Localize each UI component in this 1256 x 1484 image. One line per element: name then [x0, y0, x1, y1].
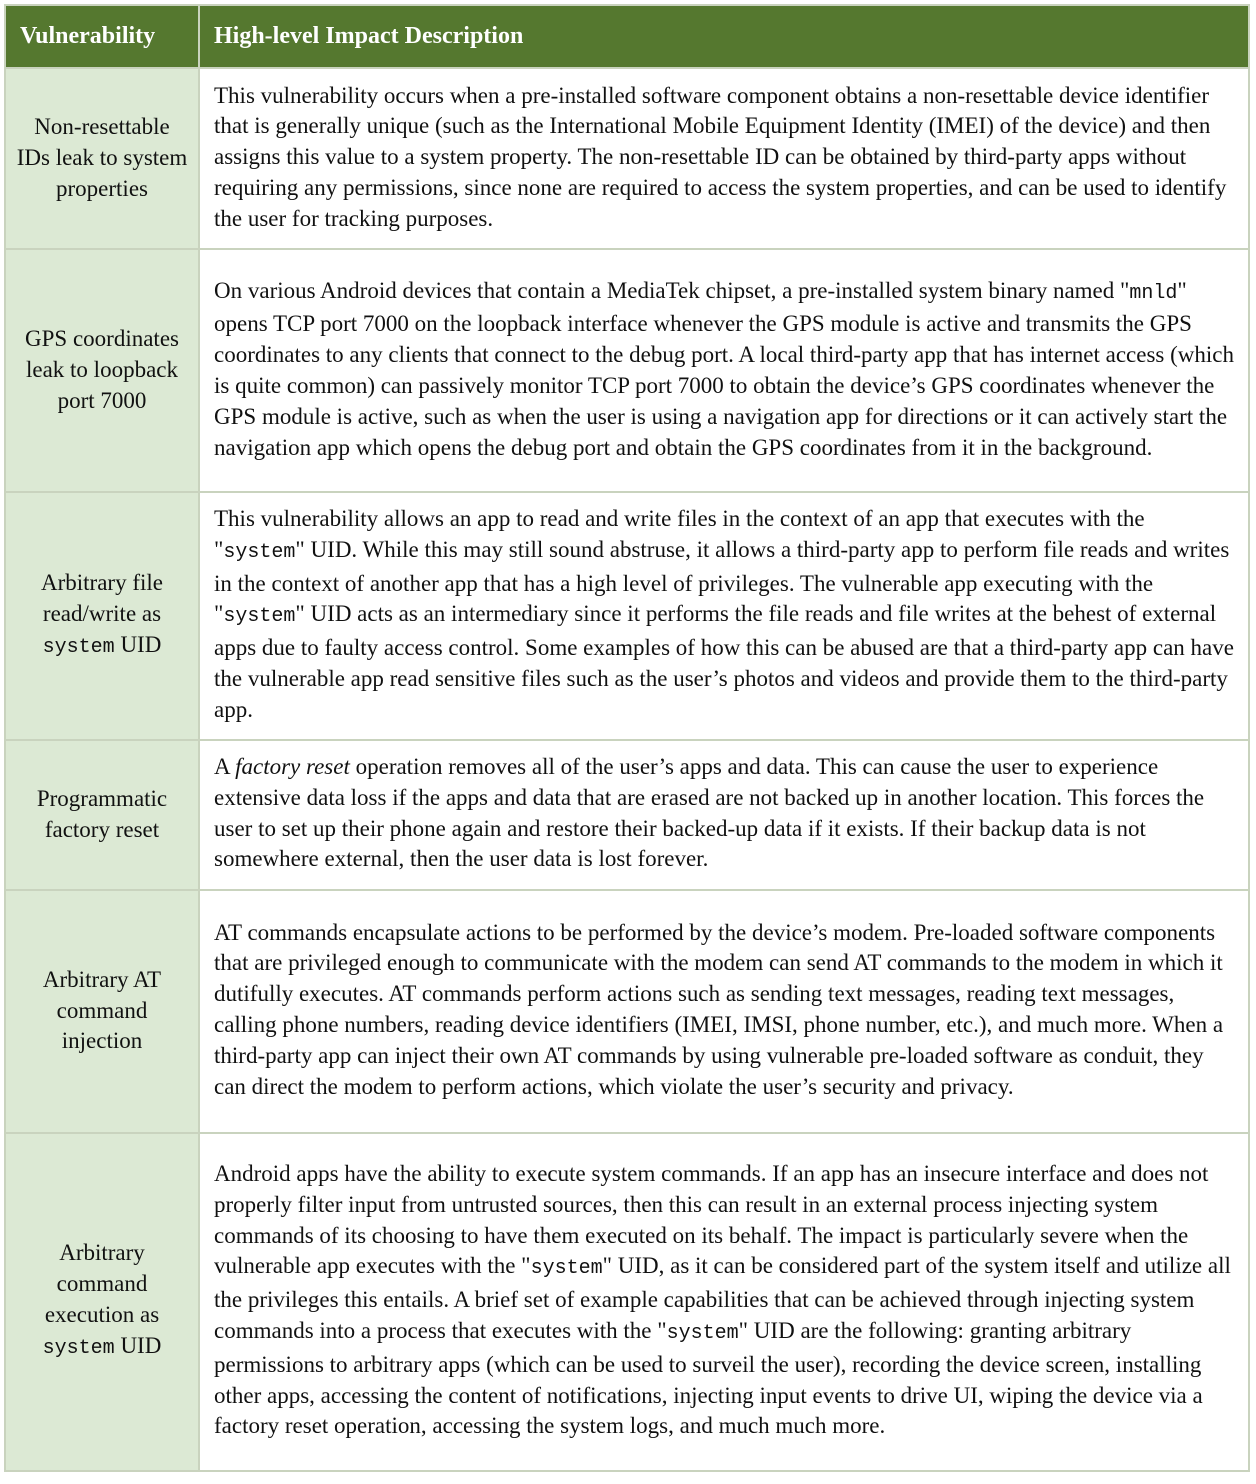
code-term: system — [42, 635, 115, 659]
impact-description-text: " UID are the following: granting arbitrary permissions to arbitrary apps (which can be used to surveil the user), recording the device screen, installing other apps, accessing the content of notifications, injecting input events to drive UI, wiping the device via a factory reset operation, accessing the system logs, and much much more. — [214, 1317, 1203, 1439]
impact-description — [199, 1133, 1249, 1471]
impact-description-text: This vulnerability allows an app to read and write files in the context of an app that executes with the " — [214, 506, 1145, 562]
table-row — [5, 68, 1249, 249]
impact-description-text: AT commands encapsulate actions to be performed by the device’s modem. Pre-loaded software components that are privileged enough to communicate with the modem can send AT commands to the modem in which it dutifully executes. AT commands perform actions such as sending text messages, reading text messages, calling phone numbers, reading device identifiers (IMEI, IMSI, phone number, etc.), and much more. When a third-party app can inject their own AT commands by using vulnerable pre-loaded software as conduit, they can direct the modem to perform actions, which violate the user’s security and privacy. — [214, 919, 1224, 1099]
impact-description-text: " UID, as it can be considered part of the system itself and utilize all the privileges this entails. A brief set of example capabilities that can be achieved through injecting system commands into a process that executes with the " — [214, 1253, 1231, 1343]
table-row — [5, 249, 1249, 492]
vulnerability-name-text: Arbitrary file read/write as — [41, 570, 163, 626]
vulnerability-name-text: Arbitrary command execution as — [44, 1240, 160, 1328]
header-impact-description: High-level Impact Description — [199, 5, 1249, 68]
impact-description — [199, 492, 1249, 740]
impact-description — [199, 68, 1249, 249]
vulnerability-name — [5, 492, 199, 740]
code-term: mnld — [1129, 281, 1178, 305]
impact-description-text: This vulnerability occurs when a pre-installed software component obtains a non-resettable device identifier that is generally unique (such as the International Mobile Equipment Identity (IMEI) of the device) and then assigns this value to a system property. The non-resettable ID can be obtained by third-party apps without requiring any permissions, since none are required to access the system properties, and can be used to identify the user for tracking purposes. — [214, 82, 1227, 231]
code-term: system — [223, 540, 296, 564]
vulnerability-name-text: Arbitrary AT command injection — [42, 966, 162, 1054]
impact-description-text: Android apps have the ability to execute system commands. If an app has an insecure interface and does not properly filter input from untrusted sources, then this can result in an external process injecting system commands of its choosing to have them executed on its behalf. The impact is particularly severe when the vulnerable app executes with the " — [214, 1160, 1209, 1279]
table-header-row — [5, 5, 1249, 68]
table-row — [5, 740, 1249, 890]
impact-description — [199, 890, 1249, 1133]
emphasized-term: factory reset — [235, 753, 350, 779]
impact-description-text: A — [214, 753, 236, 779]
impact-description-text: " opens TCP port 7000 on the loopback interface whenever the GPS module is active and transmits the GPS coordinates to any clients that connect to the debug port. A local third-party app that has internet access (which is quite common) can passively monitor TCP port 7000 to obtain the device’s GPS coordinates whenever the GPS module is active, such as when the user is using a navigation app for directions or it can actively start the navigation app which opens the debug port and obtain the GPS coordinates from it in the background. — [214, 277, 1234, 460]
table-row — [5, 890, 1249, 1133]
code-term: system — [42, 1336, 115, 1360]
impact-description-text: operation removes all of the user’s apps and data. This can cause the user to experience extensive data loss if the apps and data that are erased are not backed up in another location. This forces the user to set up their phone again and restore their backed-up data if it exists. If their backup data is not somewhere external, then the user data is lost forever. — [214, 753, 1205, 872]
impact-description — [199, 740, 1249, 890]
impact-description — [199, 249, 1249, 492]
table-row — [5, 1133, 1249, 1471]
impact-description-text: " UID. While this may still sound abstruse, it allows a third-party app to perform file reads and writes in the context of another app that has a high level of privileges. The vulnerable app executing with the " — [214, 536, 1230, 627]
vulnerability-name — [5, 249, 199, 492]
vulnerability-table — [4, 4, 1250, 1472]
vulnerability-name-text: GPS coordinates leak to loopback port 7000 — [25, 326, 179, 413]
vulnerability-name-text: UID — [120, 631, 162, 657]
vulnerability-name — [5, 68, 199, 249]
vulnerability-name — [5, 1133, 199, 1471]
vulnerability-name-text: Programmatic factory reset — [36, 785, 168, 842]
vulnerability-name-text: Non-resettable IDs leak to system properties — [16, 114, 188, 201]
vulnerability-name — [5, 740, 199, 890]
code-term: system — [223, 605, 296, 629]
header-vulnerability: Vulnerability — [5, 5, 199, 68]
code-term: system — [666, 1321, 739, 1345]
vulnerability-name — [5, 890, 199, 1133]
vulnerability-name-text: UID — [120, 1332, 162, 1358]
code-term: system — [530, 1257, 603, 1281]
impact-description-text: On various Android devices that contain a MediaTek chipset, a pre-installed system binary named " — [214, 277, 1130, 303]
table-row — [5, 492, 1249, 740]
impact-description-text: " UID acts as an intermediary since it performs the file reads and file writes at the behest of external apps due to faulty access control. Some examples of how this can be abused are that a third-party app can have the vulnerable app read sensitive files such as the user’s photos and videos and provide them to the third-party app. — [214, 601, 1234, 722]
